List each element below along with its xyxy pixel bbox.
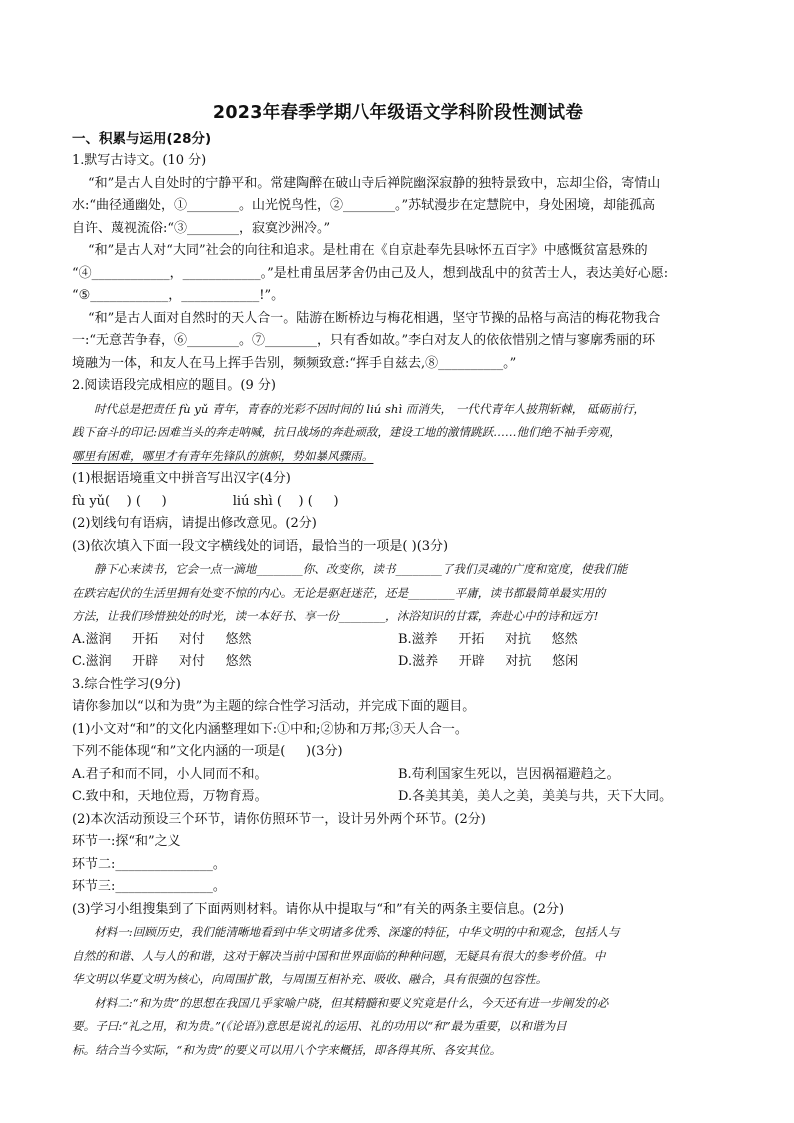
material-line: 自然的和谐、人与人的和谐，这对于解决当前中国和世界面临的种种问题，无疑具有很大的参考价值。中 <box>72 948 606 963</box>
question-2-sub-3: (3)依次填入下面一段文字横线处的词语，最恰当的一项是( )(3分) <box>72 538 449 554</box>
page-title: 2023年春季学期八年级语文学科阶段性测试卷 <box>212 103 584 123</box>
pinyin-answer-line: fù yǔ( ) ( ) liú shì ( ) ( ) <box>72 493 339 509</box>
underlined-sentence: 哪里有困难，哪里才有青年先锋队的旗帜，势如暴风骤雨。 <box>72 448 374 463</box>
option-c: C.致中和，天地位焉，万物育焉。 <box>72 789 268 804</box>
question-1-line: “和”是古人自处时的宁静平和。常建陶醉在破山寺后禅院幽深寂静的独特景致中，忘却尘俗，寄情山 <box>88 175 661 191</box>
section-heading: 一、积累与运用(28分) <box>72 131 212 147</box>
option-a: A.滋润 开拓 对付 悠然 <box>72 631 252 647</box>
question-1-line: 自许、蔑视流俗:“③________，寂寞沙洲冷。” <box>72 220 331 236</box>
question-2-options <box>72 629 724 652</box>
material-line: 材料一:回顾历史，我们能清晰地看到中华文明诸多优秀、深邃的特征，中华文明的中和观念，包括人与 <box>94 925 620 939</box>
question-2-sub-1: (1)根据语境重文中拼音写出汉字(4分) <box>72 471 291 486</box>
question-1-line: “④____________，____________。”是杜甫虽居茅舍仍由己及人，想到战乱中的贫苦士人，表达美好心愿: <box>72 265 669 281</box>
fill-passage-line: 在跌宕起伏的生活里拥有处变不惊的内心。无论是驱赶迷茫，还是________平庸，读书都最简单最实用的 <box>72 585 606 600</box>
question-3-header: 3.综合性学习(9分) <box>72 676 181 692</box>
question-3-sub-1-question: 下列不能体现“和”文化内涵的一项是( )(3分) <box>72 744 343 759</box>
option-d: D.滋养 开辟 对抗 悠闲 <box>398 654 579 669</box>
question-1-line: “⑤____________，____________!”。 <box>72 288 285 303</box>
material-line: 标。结合当今实际，“和为贵”的要义可以用八个字来概括，即各得其所、各安其位。 <box>72 1042 502 1057</box>
material-line: 要。子曰:“礼之用，和为贵。”(《论语》)意思是说礼的运用、礼的功用以“和”最为重要，以和谐为目 <box>72 1019 567 1033</box>
question-1-line: “和”是古人对“大同”社会的向往和追求。是杜甫在《自京赴奉先县咏怀五百字》中感慨贫富悬殊的 <box>88 243 648 258</box>
exam-page <box>72 100 724 1062</box>
activity-step-1: 环节一:探“和”之义 <box>72 834 181 849</box>
question-1-header: 1.默写古诗文。(10 分) <box>72 153 207 168</box>
option-b: B.苟利国家生死以，岂因祸福避趋之。 <box>398 766 620 782</box>
question-3-sub-2: (2)本次活动预设三个环节，请你仿照环节一，设计另外两个环节。(2分) <box>72 811 486 827</box>
fill-passage-line: 方法，让我们珍惜独处的时光，读一本好书、享一份________，沐浴知识的甘霖，奔赴心中的诗和远方! <box>72 609 599 623</box>
material-line: 华文明以华夏文明为核心，向周围扩散，与周围互相补充、吸收、融合，具有很强的包容性。 <box>72 972 548 986</box>
question-2-sub-2: (2)划线句有语病，请提出修改意见。(2分) <box>72 516 317 531</box>
activity-step-2: 环节二:_______________。 <box>72 856 226 872</box>
question-3-options <box>72 786 724 809</box>
question-3-options <box>72 764 724 787</box>
option-c: C.滋润 开辟 对付 悠然 <box>72 654 252 669</box>
question-1-line: 境融为一体，和友人在马上挥手告别，频频致意:“挥手自兹去,⑧__________。” <box>72 355 517 371</box>
question-1-line: 一:“无意苦争春，⑥________。⑦________，只有香如故。”李白对友人的依依惜别之情与寥廓秀丽的环 <box>72 333 656 348</box>
material-line: 材料二:“和为贵”的思想在我国几乎家喻户晓，但其精髓和要义究竟是什么，今天还有进一步阐发的必 <box>94 995 609 1010</box>
question-2-header: 2.阅读语段完成相应的题目。(9 分) <box>72 378 276 393</box>
fill-passage-line: 静下心来读书，它会一点一滴地________你、改变你，读书________了我们灵魂的广度和宽度，使我们能 <box>94 562 628 576</box>
question-3-sub-1: (1)小文对“和”的文化内涵整理如下:①中和;②协和万邦;③天人合一。 <box>72 721 468 737</box>
question-2-options <box>72 651 724 674</box>
reading-passage-line: 时代总是把责任 fù yǔ 青年，青春的光彩不因时间的 liú shì 而消失， 一代代青年人披荆斩棘， 砥砺前行， <box>94 401 646 416</box>
option-a: A.君子和而不同，小人同而不和。 <box>72 766 268 782</box>
question-3-sub-3: (3)学习小组搜集到了下面两则材料。请你从中提取与“和”有关的两条主要信息。(2分) <box>72 901 565 917</box>
option-d: D.各美其美，美人之美，美美与共，天下大同。 <box>398 789 673 804</box>
question-1-line: “和”是古人面对自然时的天人合一。陆游在断桥边与梅花相遇，坚守节操的品格与高洁的梅花物我合 <box>88 310 661 326</box>
option-b: B.滋养 开拓 对抗 悠然 <box>398 631 578 647</box>
question-3-intro: 请你参加以“以和为贵”为主题的综合性学习活动，并完成下面的题目。 <box>72 699 476 714</box>
activity-step-3: 环节三:_______________。 <box>72 879 226 894</box>
question-1-line: 水:“曲径通幽处，①________。山光悦鸟性，②________。”苏轼漫步在定慧院中，身处困境，却能孤高 <box>72 198 656 213</box>
reading-passage-line: 践下奋斗的印记:因难当头的奔走呐喊，抗日战场的奔赴顽敌，建设工地的激情跳跃……他们绝不袖手旁观， <box>72 425 621 439</box>
